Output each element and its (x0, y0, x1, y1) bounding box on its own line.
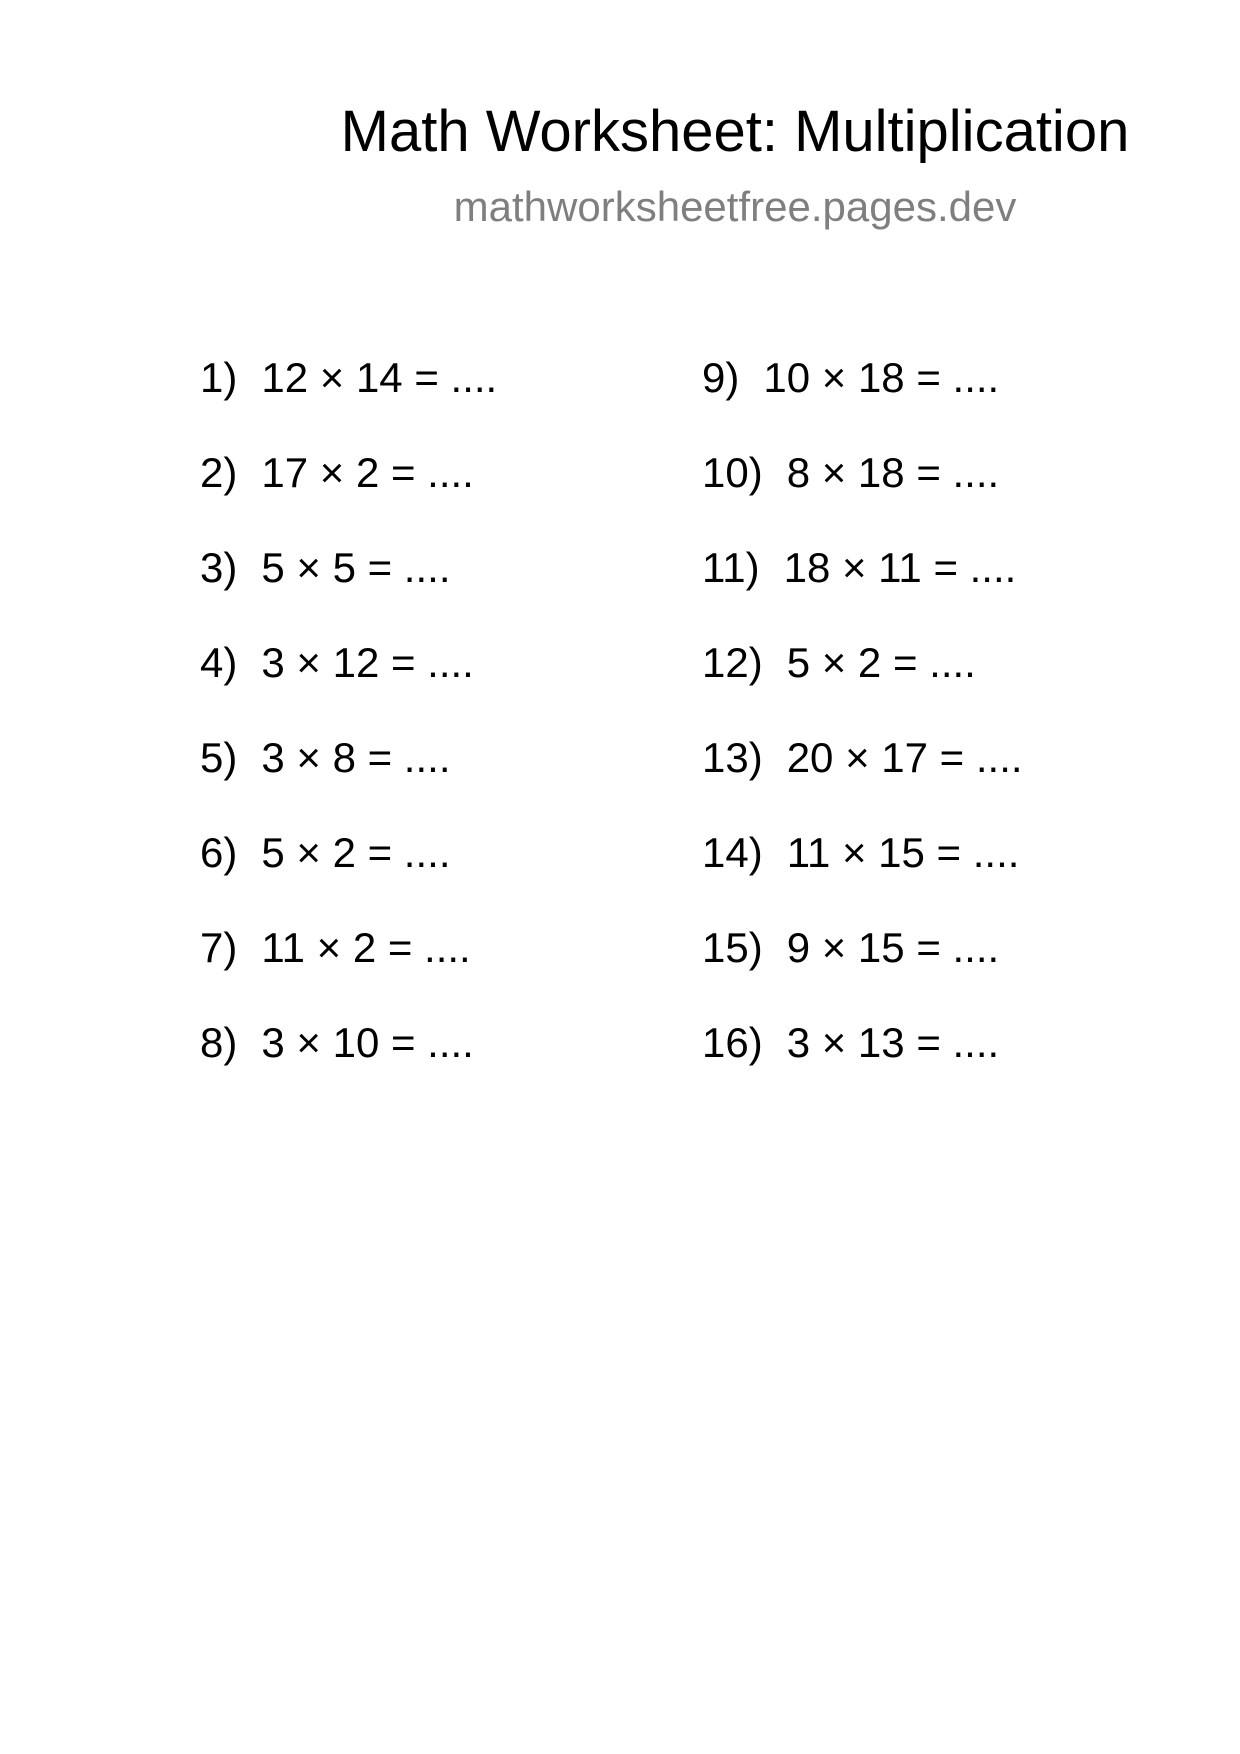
problem-number: 8) (200, 1019, 238, 1066)
problem-item (702, 825, 1023, 920)
problem-item (702, 445, 1023, 540)
problem-number: 7) (200, 924, 238, 971)
problem-item (200, 540, 497, 635)
problem-number: 2) (200, 449, 238, 496)
problem-item (702, 730, 1023, 825)
problem-expression: 3 × 10 = .... (261, 1019, 474, 1066)
problem-expression: 11 × 15 = .... (786, 829, 1020, 876)
problem-item (200, 730, 497, 825)
problem-item (702, 540, 1023, 635)
problem-expression: 8 × 18 = .... (786, 449, 1000, 496)
problem-expression: 11 × 2 = .... (261, 924, 471, 971)
problem-number: 11) (702, 544, 760, 591)
website-url: mathworksheetfree.pages.dev (453, 183, 1017, 230)
problem-expression: 5 × 5 = .... (261, 544, 451, 591)
problem-number: 13) (702, 734, 763, 781)
problem-expression: 3 × 8 = .... (261, 734, 451, 781)
problem-number: 14) (702, 829, 763, 876)
problem-item (702, 920, 1023, 1015)
problem-number: 12) (702, 639, 763, 686)
worksheet-title: Math Worksheet: Multiplication (340, 99, 1130, 164)
problem-expression: 20 × 17 = .... (786, 734, 1023, 781)
problem-item (200, 920, 497, 1015)
problem-item (200, 350, 497, 445)
problem-number: 15) (702, 924, 763, 971)
problem-expression: 9 × 15 = .... (786, 924, 1000, 971)
problem-item (200, 825, 497, 920)
problem-number: 16) (702, 1019, 763, 1066)
problem-expression: 3 × 12 = .... (261, 639, 474, 686)
problem-number: 10) (702, 449, 763, 496)
problem-expression: 18 × 11 = .... (783, 544, 1017, 591)
problem-number: 5) (200, 734, 238, 781)
problem-item (200, 1015, 497, 1110)
problem-number: 3) (200, 544, 238, 591)
problem-number: 9) (702, 354, 740, 401)
problem-expression: 3 × 13 = .... (786, 1019, 1000, 1066)
problem-number: 6) (200, 829, 238, 876)
problem-item (702, 635, 1023, 730)
problem-item (702, 1015, 1023, 1110)
problem-number: 4) (200, 639, 238, 686)
problem-column-right (702, 350, 1023, 1110)
problem-expression: 17 × 2 = .... (261, 449, 474, 496)
problem-column-left (200, 350, 497, 1110)
problem-number: 1) (200, 354, 238, 401)
problem-expression: 10 × 18 = .... (763, 354, 1000, 401)
problem-item (200, 635, 497, 730)
problem-item (702, 350, 1023, 445)
problem-expression: 5 × 2 = .... (261, 829, 451, 876)
problem-item (200, 445, 497, 540)
problem-expression: 5 × 2 = .... (786, 639, 976, 686)
problem-expression: 12 × 14 = .... (261, 354, 498, 401)
